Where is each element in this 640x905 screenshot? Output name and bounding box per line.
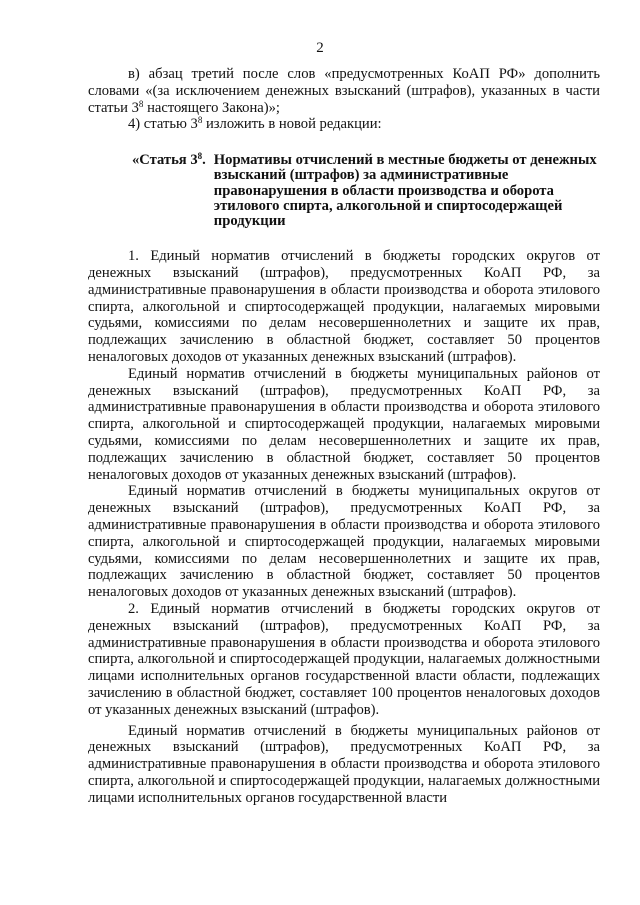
paragraph: Единый норматив отчислений в бюджеты муниципальных округов от денежных взысканий (штрафов), предусмотренных КоАП РФ, за административные правонарушения в области производства и оборота этилового спирта, алкогольной и спиртосодержащей продукции, налагаемых мировыми судьями, комиссиями по делам несовершеннолетних и защите их прав, подлежащих зачислению в областной бюджет, составляет 50 процентов неналоговых доходов от указанных денежных взысканий (штрафов). xyxy=(88,483,600,601)
paragraph: Единый норматив отчислений в бюджеты муниципальных районов от денежных взысканий (штрафов), предусмотренных КоАП РФ, за административные правонарушения в области производства и оборота этилового спирта, алкогольной и спиртосодержащей продукции, налагаемых мировыми судьями, комиссиями по делам несовершеннолетних и защите их прав, подлежащих зачислению в областной бюджет, составляет 50 процентов неналоговых доходов от указанных денежных взысканий (штрафов). xyxy=(88,365,600,483)
paragraph: Единый норматив отчислений в бюджеты муниципальных районов от денежных взысканий (штрафов), предусмотренных КоАП РФ, за административные правонарушения в области производства и оборота этилового спирта, алкогольной и спиртосодержащей продукции, налагаемых должностными лицами исполнительных органов государственной власти xyxy=(88,722,600,806)
superscript: 8 xyxy=(197,151,203,162)
amendment-item-v-text-end: настоящего Закона)»; xyxy=(143,99,280,116)
amendment-item-4 xyxy=(88,116,600,133)
amendment-item-4-text-end: изложить в новой редакции: xyxy=(202,116,382,133)
paragraph: 1. Единый норматив отчислений в бюджеты городских округов от денежных взысканий (штрафов), предусмотренных КоАП РФ, за административные правонарушения в области производства и оборота этилового спирта, алкогольной и спиртосодержащей продукции, налагаемых мировыми судьями, комиссиями по делам несовершеннолетних и защите их прав, подлежащих зачислению в областной бюджет, составляет 50 процентов неналоговых доходов от указанных денежных взысканий (штрафов). xyxy=(88,248,600,365)
amendment-item-v-text: в) абзац третий после слов «предусмотренных КоАП РФ» дополнить словами «(за исключением денежных взысканий (штрафов), указанных в части статьи 3 xyxy=(88,66,600,116)
document-body xyxy=(88,66,600,807)
article-title: Нормативы отчислений в местные бюджеты от денежных взысканий (штрафов) за административные правонарушения в области производства и оборота этилового спирта, алкогольной и спиртосодержащей продукции xyxy=(213,152,597,229)
article-label-dot: . xyxy=(202,152,206,169)
article-label-text: «Статья 3 xyxy=(132,152,198,169)
article-label xyxy=(88,153,214,229)
superscript: 8 xyxy=(138,98,144,109)
article-heading xyxy=(88,153,600,229)
amendment-item-4-text: 4) статью 3 xyxy=(128,116,198,133)
amendment-item-v xyxy=(88,66,600,116)
page-number: 2 xyxy=(316,40,324,56)
superscript: 8 xyxy=(197,115,203,126)
paragraph: 2. Единый норматив отчислений в бюджеты городских округов от денежных взысканий (штрафов), предусмотренных КоАП РФ, за административные правонарушения в области производства и оборота этилового спирта, алкогольной и спиртосодержащей продукции, налагаемых должностными лицами исполнительных органов государственной власти области, подлежащих зачислению в областной бюджет, составляет 100 процентов неналоговых доходов от указанных денежных взысканий (штрафов). xyxy=(88,600,600,718)
